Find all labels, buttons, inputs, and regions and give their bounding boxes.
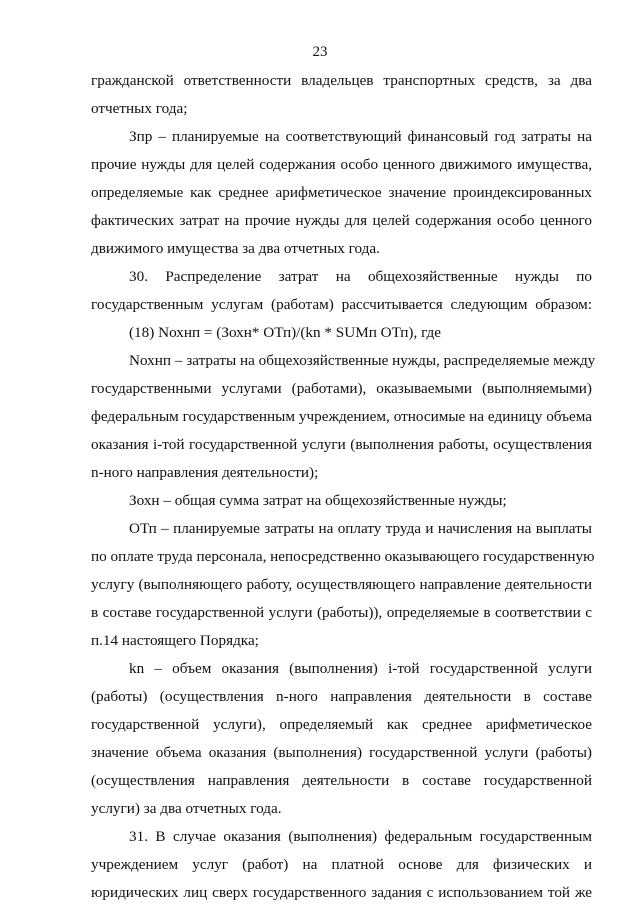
page-number: 23 [312,44,328,60]
text-line: отчетных года; [91,100,188,117]
text-line: (работы) (осуществления n-ного направления деятельности в составе [91,688,592,705]
text-line: Nохнп – затраты на общехозяйственные нужды, распределяемые между [129,352,596,369]
text-line: государственными услугами (работами), оказываемыми (выполняемыми) [91,380,592,397]
text-line: фактических затрат на прочие нужды для целей содержания особо ценного [91,212,592,229]
text-line: гражданской ответственности владельцев транспортных средств, за два [91,72,592,89]
text-line: юридических лиц сверх государственного задания с использованием той же [91,884,592,901]
text-line: 30. Распределение затрат на общехозяйственные нужды по [129,268,592,285]
text-line: по оплате труда персонала, непосредственно оказывающего государственную [91,548,595,565]
text-line: оказания i-той государственной услуги (выполнения работы, осуществления [91,436,592,453]
text-line: учреждением услуг (работ) на платной основе для физических и [91,856,592,873]
text-line: n-ного направления деятельности); [91,464,319,481]
text-line: движимого имущества за два отчетных года. [91,240,380,257]
text-line: значение объема оказания (выполнения) государственной услуги (работы) [91,744,592,761]
text-line: прочие нужды для целей содержания особо ценного движимого имущества, [91,156,592,173]
text-line: определяемые как среднее арифметическое значение проиндексированных [91,184,592,201]
text-line: ОТп – планируемые затраты на оплату труда и начисления на выплаты [129,520,592,537]
formula-line: (18) Nохнп = (Зохн* ОТп)/(kn * SUMп ОТп), где [129,324,442,341]
text-line: 31. В случае оказания (выполнения) федеральным государственным [129,828,592,845]
text-line: услуги) за два отчетных года. [91,800,282,817]
text-line: Зохн – общая сумма затрат на общехозяйственные нужды; [129,492,507,509]
text-line: услугу (выполняющего работу, осуществляющего направление деятельности [91,576,592,593]
text-line: государственной услуги), определяемый как среднее арифметическое [91,716,592,733]
text-line: п.14 настоящего Порядка; [91,632,259,649]
text-line: kn – объем оказания (выполнения) i-той государственной услуги [129,660,592,677]
text-line: (осуществления направления деятельности в составе государственной [91,772,592,789]
text-line: федеральным государственным учреждением, относимые на единицу объема [91,408,592,425]
text-line: Зпр – планируемые на соответствующий финансовый год затраты на [129,128,592,145]
text-line: в составе государственной услуги (работы)), определяемые в соответствии с [91,604,592,621]
text-line: государственным услугам (работам) рассчитывается следующим образом: [91,296,592,313]
